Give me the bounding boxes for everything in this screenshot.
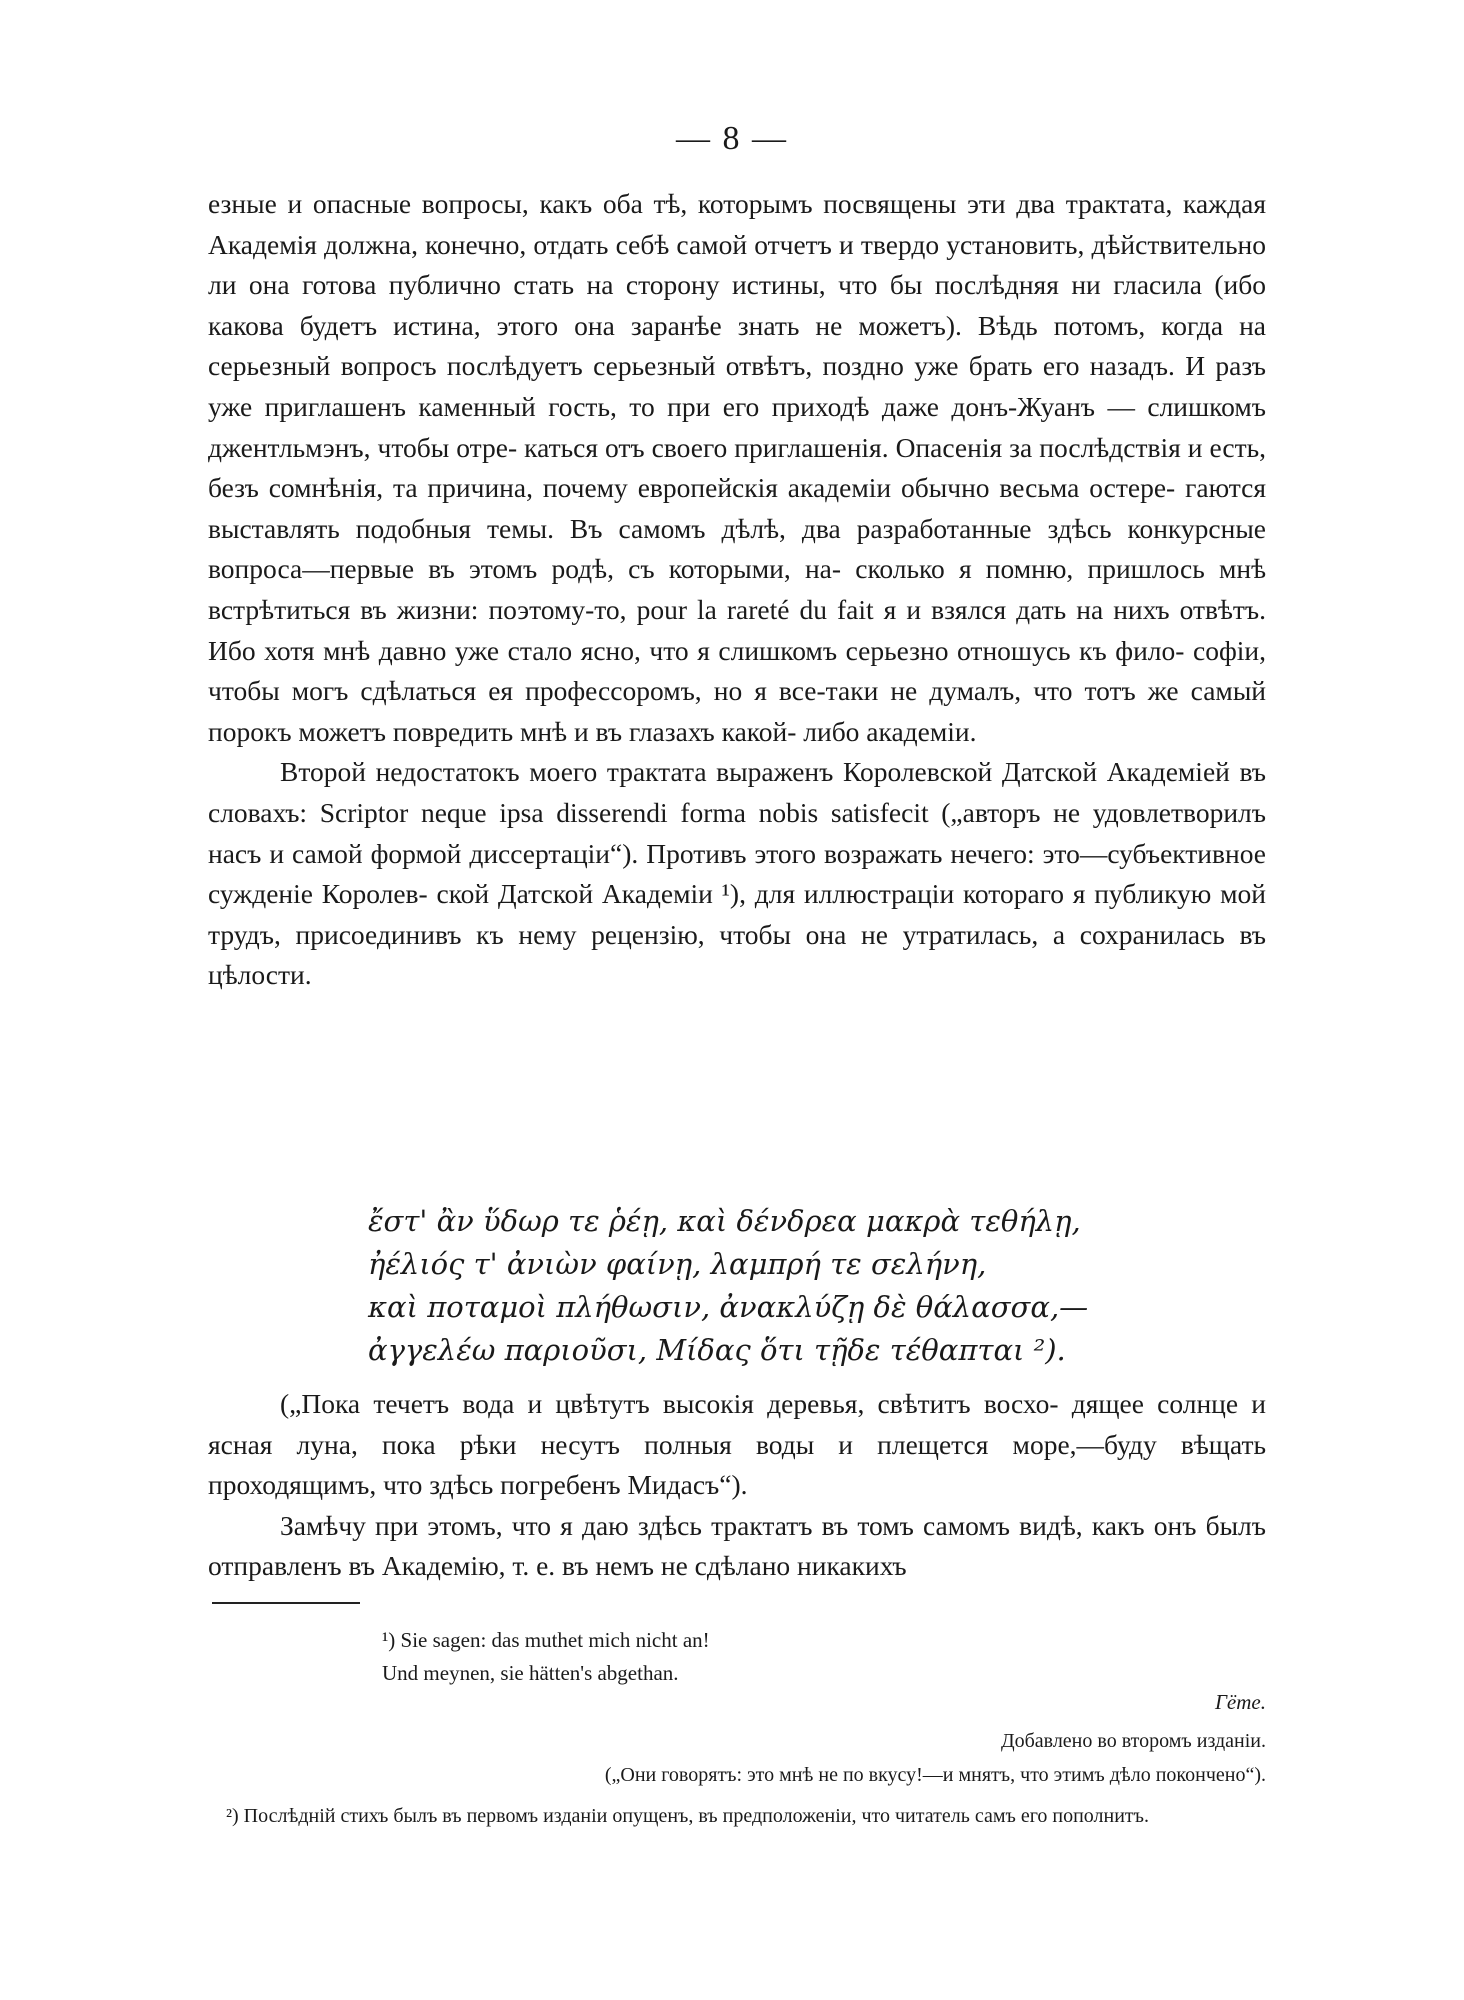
- text-line: сохранилась въ цѣлости.: [208, 918, 1267, 991]
- text-line: софіи, чтобы могъ сдѣлаться ея профессоромъ, но я все-таки не думалъ,: [208, 634, 1266, 707]
- greek-line: ἀγγελέω παριοῦσι, Μίδας ὅτι τῇδε τέθαπται ²).: [368, 1333, 1066, 1367]
- greek-line: καὶ ποταμοὶ πλήθωσιν, ἀνακλύζῃ δὲ θάλασσα,—: [368, 1290, 1089, 1324]
- text-line: два трактата, каждая Академія должна, конечно, отдать себѣ самой: [208, 188, 1267, 260]
- footnote-line: ²) Послѣдній стихъ былъ въ первомъ изданіи опущенъ, въ предположеніи, что: [226, 1805, 890, 1827]
- paragraph-1: [208, 184, 1266, 752]
- text-line: когда на серьезный вопросъ послѣдуетъ серьезный отвѣтъ, поздно уже: [208, 309, 1267, 382]
- text-line: будетъ истина, этого она заранѣе знать не можетъ). Вѣдь потомъ,: [299, 309, 1146, 341]
- paragraph-4: [208, 1506, 1266, 1587]
- text-line: езные и опасные вопросы, какъ оба тѣ, которымъ посвящены эти: [208, 188, 1006, 219]
- text-line: Академіей въ словахъ: Scriptor neque ipsa disserendi forma nobis: [208, 756, 1266, 828]
- text-line: Противъ этого возражать нечего: это—субъективное сужденіе Королев-: [208, 837, 1267, 910]
- text-line: каться отъ своего приглашенія. Опасенія за послѣдствія и есть, безъ: [208, 431, 1267, 504]
- footnote-1-verse: [382, 1624, 982, 1690]
- footnote-verse-line: Und meynen, sie hätten's abgethan.: [382, 1661, 679, 1685]
- text-line: ской Датской Академіи ¹), для иллюстраціи котораго я публикую мой: [436, 878, 1266, 910]
- footnote-1-translation: („Они говорятъ: это мнѣ не по вкусу!—и мнятъ, что этимъ дѣло покончено“).: [604, 1764, 1266, 1786]
- text-line: давно уже стало ясно, что я слишкомъ серьезно отношусь къ фило-: [378, 634, 1185, 666]
- text-line: сколько я помню, пришлось мнѣ встрѣтиться въ жизни: поэтому-то,: [208, 553, 1267, 625]
- greek-line: ἠέλιός τ' ἀνιὼν φαίνῃ, λαμπρή τε σελήνη,: [368, 1247, 987, 1281]
- main-text-continued: [208, 1384, 1266, 1587]
- footnote-divider: [212, 1602, 360, 1604]
- text-line: satisfecit („авторъ не удовлетворилъ насъ и самой формой диссертаціи“).: [208, 796, 1266, 869]
- main-text: [208, 184, 1266, 996]
- text-line: море,—буду вѣщать проходящимъ, что здѣсь погребенъ Мидасъ“).: [208, 1428, 1267, 1501]
- text-line: брать его назадъ. И разъ уже приглашенъ каменный гость, то при: [208, 350, 1267, 422]
- text-line: сомнѣнія, та причина, почему европейскія академіи обычно весьма остере-: [268, 472, 1176, 504]
- text-line: либо академіи.: [803, 715, 977, 747]
- page-number: — 8 —: [676, 120, 788, 157]
- greek-epigram: [368, 1200, 1128, 1372]
- text-line: дящее солнце и ясная луна, пока рѣки несутъ полныя воды и плещется: [208, 1388, 1266, 1460]
- text-line: здѣсь конкурсные вопроса—первые въ этомъ родѣ, съ которыми, на-: [208, 512, 1267, 585]
- text-line: что тотъ же самый порокъ можетъ повредить мнѣ и въ глазахъ какой-: [208, 675, 1267, 747]
- footnote-2: [226, 1800, 1266, 1832]
- paragraph-2: [208, 752, 1266, 996]
- greek-line: ἔστ' ἂν ὕδωρ τε ῥέῃ, καὶ δένδρεα μακρὰ τεθήλῃ,: [368, 1204, 1081, 1238]
- text-line: трудъ, присоединивъ къ нему рецензію, чтобы она не утратилась, а: [208, 918, 1066, 950]
- text-line: pour la rareté du fait я и взялся дать на нихъ отвѣтъ. Ибо хотя мнѣ: [208, 593, 1267, 666]
- text-line: отчетъ и твердо установить, дѣйствительно ли она готова публично: [208, 228, 1267, 301]
- text-line: Замѣчу при этомъ, что я даю здѣсь трактатъ въ томъ самомъ видѣ,: [280, 1509, 1083, 1541]
- footnote-line: читатель самъ его пополнитъ.: [895, 1805, 1150, 1827]
- footnote-1-added: Добавлено во второмъ изданіи.: [1000, 1730, 1266, 1752]
- text-line: стать на сторону истины, что бы послѣдняя ни гласила (ибо какова: [208, 269, 1266, 341]
- text-line: („Пока течетъ вода и цвѣтутъ высокія деревья, свѣтитъ восхо-: [280, 1388, 1059, 1419]
- footnote-1-author: Гёте.: [1214, 1690, 1266, 1714]
- footnote-verse-line: ¹) Sie sagen: das muthet mich nicht an!: [382, 1628, 710, 1652]
- text-line: какъ онъ былъ отправленъ въ Академію, т. е. въ немъ не сдѣлано никакихъ: [208, 1509, 1267, 1582]
- text-line: его приходѣ даже донъ-Жуанъ — слишкомъ джентльмэнъ, чтобы отре-: [208, 390, 1266, 463]
- text-line: Второй недостатокъ моего трактата выраженъ Королевской Датской: [280, 756, 1098, 788]
- paragraph-3: [208, 1384, 1266, 1506]
- text-line: гаются выставлять подобныя темы. Въ самомъ дѣлѣ, два разработанные: [208, 472, 1266, 544]
